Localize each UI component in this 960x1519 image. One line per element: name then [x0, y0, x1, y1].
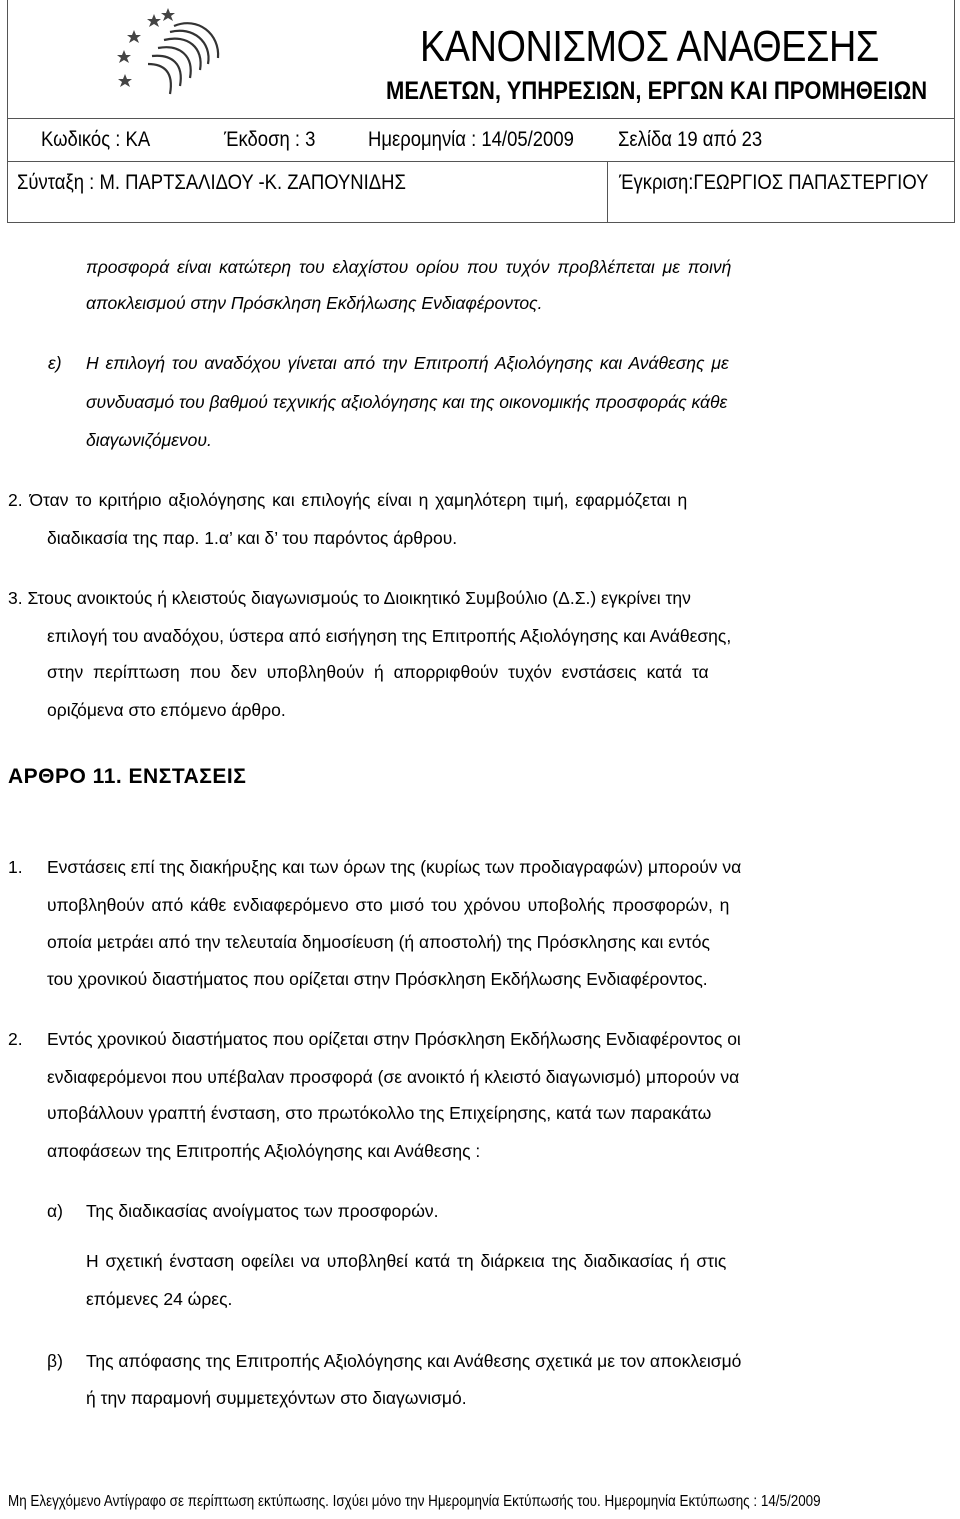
- document-date: Ημερομηνία : 14/05/2009: [368, 128, 574, 151]
- paragraph-line: επόμενες 24 ώρες.: [86, 1289, 233, 1309]
- header-divider: [8, 118, 954, 119]
- list-label: 2.: [8, 1029, 23, 1049]
- article-heading: ΑΡΘΡΟ 11. ΕΝΣΤΑΣΕΙΣ: [8, 765, 247, 788]
- document-header: [7, 0, 955, 223]
- paragraph-line: αποκλεισμού στην Πρόσκληση Εκδήλωσης Ενδιαφέροντος.: [86, 293, 543, 313]
- paragraph-line: προσφορά είναι κατώτερη του ελαχίστου ορίου που τυχόν προβλέπεται με ποινή: [86, 257, 732, 277]
- paragraph-line: συνδυασμό του βαθμού τεχνικής αξιολόγησης και της οικονομικής προσφοράς κάθε: [86, 392, 728, 412]
- paragraph-line: Της απόφασης της Επιτροπής Αξιολόγησης και Ανάθεσης σχετικά με τον αποκλεισμό: [86, 1351, 742, 1371]
- paragraph-line: διαγωνιζόμενου.: [86, 430, 212, 450]
- paragraph-line: υποβληθούν από κάθε ενδιαφερόμενο στο μισό του χρόνου υποβολής προσφορών, η: [47, 895, 730, 915]
- paragraph-line: Εντός χρονικού διαστήματος που ορίζεται στην Πρόσκληση Εκδήλωσης Ενδιαφέροντος οι: [47, 1029, 741, 1049]
- paragraph-line: Της διαδικασίας ανοίγματος των προσφορών.: [86, 1201, 439, 1221]
- paragraph-line: ενδιαφερόμενοι που υπέβαλαν προσφορά (σε ανοικτό ή κλειστό διαγωνισμό) μπορούν να: [47, 1067, 740, 1087]
- document-edition: Έκδοση : 3: [224, 128, 316, 151]
- paragraph-line: υποβάλλουν γραπτή ένσταση, στο πρωτόκολλο της Επιχείρησης, κατά των παρακάτω: [47, 1103, 712, 1123]
- paragraph-line: στην περίπτωση που δεν υποβληθούν ή απορριφθούν τυχόν ενστάσεις κατά τα: [47, 662, 709, 682]
- header-divider: [8, 161, 954, 162]
- document-approval: Έγκριση:ΓΕΩΡΓΙΟΣ ΠΑΠΑΣΤΕΡΓΙΟΥ: [619, 171, 929, 194]
- document-subtitle: ΜΕΛΕΤΩΝ, ΥΠΗΡΕΣΙΩΝ, ΕΡΓΩΝ ΚΑΙ ΠΡΟΜΗΘΕΙΩΝ: [386, 77, 928, 105]
- organization-logo: [108, 4, 228, 104]
- list-label: 1.: [8, 857, 23, 877]
- list-label: ε): [48, 353, 62, 373]
- paragraph-line: του χρονικού διαστήματος που ορίζεται στην Πρόσκληση Εκδήλωσης Ενδιαφέροντος.: [47, 969, 708, 989]
- paragraph-line: διαδικασία της παρ. 1.α’ και δ’ του παρόντος άρθρου.: [47, 528, 458, 548]
- header-column-divider: [607, 162, 608, 222]
- list-label: β): [47, 1351, 63, 1371]
- paragraph-line: Η επιλογή του αναδόχου γίνεται από την Επιτροπή Αξιολόγησης και Ανάθεσης με: [86, 353, 729, 373]
- page-number: Σελίδα 19 από 23: [618, 128, 763, 151]
- document-title: ΚΑΝΟΝΙΣΜΟΣ ΑΝΑΘΕΣΗΣ: [420, 22, 879, 71]
- paragraph-line: 3. Στους ανοικτούς ή κλειστούς διαγωνισμούς το Διοικητικό Συμβούλιο (Δ.Σ.) εγκρίνει την: [8, 588, 691, 608]
- paragraph-line: επιλογή του αναδόχου, ύστερα από εισήγηση της Επιτροπής Αξιολόγησης και Ανάθεσης,: [47, 626, 732, 646]
- paragraph-line: οριζόμενα στο επόμενο άρθρο.: [47, 700, 286, 720]
- document-code: Κωδικός : ΚΑ: [41, 128, 151, 151]
- paragraph-line: ή την παραμονή συμμετεχόντων στο διαγωνισμό.: [86, 1388, 467, 1408]
- list-label: α): [47, 1201, 63, 1221]
- print-disclaimer-footer: Μη Ελεγχόμενο Αντίγραφο σε περίπτωση εκτύπωσης. Ισχύει μόνο την Ημερομηνία Εκτύπωσής του. Ημερομηνία Εκτύπωσης : 14/5/2009: [8, 1493, 821, 1510]
- paragraph-line: 2. Όταν το κριτήριο αξιολόγησης και επιλογής είναι η χαμηλότερη τιμή, εφαρμόζεται η: [8, 490, 688, 510]
- paragraph-line: Η σχετική ένσταση οφείλει να υποβληθεί κατά τη διάρκεια της διαδικασίας ή στις: [86, 1251, 727, 1271]
- document-author: Σύνταξη : Μ. ΠΑΡΤΣΑΛΙΔΟΥ -Κ. ΖΑΠΟΥΝΙΔΗΣ: [17, 171, 406, 194]
- paragraph-line: Ενστάσεις επί της διακήρυξης και των όρων της (κυρίως των προδιαγραφών) μπορούν να: [47, 857, 742, 877]
- paragraph-line: οποία μετράει από την τελευταία δημοσίευση (ή αποστολή) της Πρόσκλησης και εντός: [47, 932, 710, 952]
- paragraph-line: αποφάσεων της Επιτροπής Αξιολόγησης και Ανάθεσης :: [47, 1141, 481, 1161]
